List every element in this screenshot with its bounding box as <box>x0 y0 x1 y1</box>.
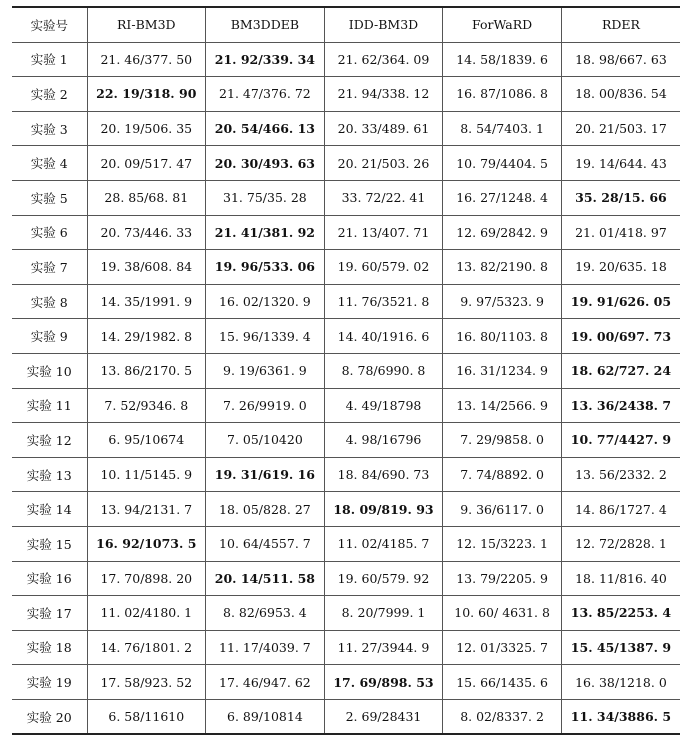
table-row <box>12 665 680 700</box>
row-label: 实验 9 <box>12 319 87 354</box>
table-row <box>12 77 680 112</box>
row-label: 实验 19 <box>12 665 87 700</box>
value-cell: 20. 33/489. 61 <box>324 111 443 146</box>
table-row <box>12 180 680 215</box>
row-label: 实验 12 <box>12 423 87 458</box>
value-cell: 11. 76/3521. 8 <box>324 284 443 319</box>
value-cell: 21. 13/407. 71 <box>324 215 443 250</box>
value-cell: 16. 31/1234. 9 <box>443 353 562 388</box>
value-cell: 20. 54/466. 13 <box>206 111 325 146</box>
value-cell: 19. 60/579. 02 <box>324 250 443 285</box>
value-cell: 6. 89/10814 <box>206 699 325 734</box>
value-cell: 19. 38/608. 84 <box>87 250 206 285</box>
value-cell: 17. 70/898. 20 <box>87 561 206 596</box>
table-row <box>12 284 680 319</box>
row-label: 实验 6 <box>12 215 87 250</box>
row-label: 实验 17 <box>12 596 87 631</box>
value-cell: 10. 77/4427. 9 <box>561 423 680 458</box>
value-cell: 22. 19/318. 90 <box>87 77 206 112</box>
value-cell: 17. 46/947. 62 <box>206 665 325 700</box>
value-cell: 10. 79/4404. 5 <box>443 146 562 181</box>
value-cell: 14. 40/1916. 6 <box>324 319 443 354</box>
value-cell: 7. 74/8892. 0 <box>443 457 562 492</box>
row-label: 实验 13 <box>12 457 87 492</box>
row-label: 实验 15 <box>12 526 87 561</box>
table-row <box>12 596 680 631</box>
row-label: 实验 4 <box>12 146 87 181</box>
header-row <box>12 7 680 42</box>
value-cell: 14. 35/1991. 9 <box>87 284 206 319</box>
value-cell: 16. 02/1320. 9 <box>206 284 325 319</box>
row-label: 实验 14 <box>12 492 87 527</box>
value-cell: 20. 30/493. 63 <box>206 146 325 181</box>
table-row <box>12 250 680 285</box>
value-cell: 31. 75/35. 28 <box>206 180 325 215</box>
table-row <box>12 526 680 561</box>
value-cell: 14. 58/1839. 6 <box>443 42 562 77</box>
value-cell: 19. 96/533. 06 <box>206 250 325 285</box>
value-cell: 20. 21/503. 26 <box>324 146 443 181</box>
value-cell: 9. 36/6117. 0 <box>443 492 562 527</box>
value-cell: 7. 05/10420 <box>206 423 325 458</box>
value-cell: 21. 62/364. 09 <box>324 42 443 77</box>
table-row <box>12 111 680 146</box>
header-cell-bm3ddeb: BM3DDEB <box>206 7 325 42</box>
value-cell: 20. 14/511. 58 <box>206 561 325 596</box>
results-table <box>12 6 680 735</box>
value-cell: 15. 66/1435. 6 <box>443 665 562 700</box>
table-row <box>12 561 680 596</box>
value-cell: 19. 60/579. 92 <box>324 561 443 596</box>
value-cell: 13. 94/2131. 7 <box>87 492 206 527</box>
row-label: 实验 16 <box>12 561 87 596</box>
value-cell: 10. 60/ 4631. 8 <box>443 596 562 631</box>
value-cell: 10. 11/5145. 9 <box>87 457 206 492</box>
value-cell: 35. 28/15. 66 <box>561 180 680 215</box>
value-cell: 11. 17/4039. 7 <box>206 630 325 665</box>
value-cell: 18. 98/667. 63 <box>561 42 680 77</box>
value-cell: 28. 85/68. 81 <box>87 180 206 215</box>
header-cell-forward: ForWaRD <box>443 7 562 42</box>
value-cell: 16. 38/1218. 0 <box>561 665 680 700</box>
value-cell: 19. 91/626. 05 <box>561 284 680 319</box>
value-cell: 12. 69/2842. 9 <box>443 215 562 250</box>
value-cell: 20. 09/517. 47 <box>87 146 206 181</box>
table-row <box>12 699 680 734</box>
header-cell-idd-bm3d: IDD-BM3D <box>324 7 443 42</box>
value-cell: 4. 98/16796 <box>324 423 443 458</box>
value-cell: 17. 58/923. 52 <box>87 665 206 700</box>
value-cell: 2. 69/28431 <box>324 699 443 734</box>
value-cell: 7. 52/9346. 8 <box>87 388 206 423</box>
header-cell-ri-bm3d: RI-BM3D <box>87 7 206 42</box>
value-cell: 13. 82/2190. 8 <box>443 250 562 285</box>
value-cell: 7. 29/9858. 0 <box>443 423 562 458</box>
value-cell: 6. 58/11610 <box>87 699 206 734</box>
value-cell: 9. 19/6361. 9 <box>206 353 325 388</box>
value-cell: 19. 31/619. 16 <box>206 457 325 492</box>
value-cell: 19. 20/635. 18 <box>561 250 680 285</box>
header-cell-experiment: 实验号 <box>12 7 87 42</box>
value-cell: 15. 45/1387. 9 <box>561 630 680 665</box>
table-body <box>12 42 680 734</box>
value-cell: 18. 05/828. 27 <box>206 492 325 527</box>
row-label: 实验 3 <box>12 111 87 146</box>
value-cell: 14. 76/1801. 2 <box>87 630 206 665</box>
value-cell: 11. 27/3944. 9 <box>324 630 443 665</box>
value-cell: 11. 02/4180. 1 <box>87 596 206 631</box>
row-label: 实验 5 <box>12 180 87 215</box>
value-cell: 8. 78/6990. 8 <box>324 353 443 388</box>
value-cell: 21. 94/338. 12 <box>324 77 443 112</box>
header-cell-rder: RDER <box>561 7 680 42</box>
value-cell: 12. 01/3325. 7 <box>443 630 562 665</box>
value-cell: 21. 92/339. 34 <box>206 42 325 77</box>
value-cell: 8. 54/7403. 1 <box>443 111 562 146</box>
value-cell: 18. 09/819. 93 <box>324 492 443 527</box>
table-row <box>12 42 680 77</box>
row-label: 实验 1 <box>12 42 87 77</box>
value-cell: 13. 85/2253. 4 <box>561 596 680 631</box>
table-row <box>12 319 680 354</box>
value-cell: 7. 26/9919. 0 <box>206 388 325 423</box>
value-cell: 13. 56/2332. 2 <box>561 457 680 492</box>
row-label: 实验 18 <box>12 630 87 665</box>
value-cell: 8. 02/8337. 2 <box>443 699 562 734</box>
value-cell: 18. 84/690. 73 <box>324 457 443 492</box>
table-row <box>12 492 680 527</box>
value-cell: 17. 69/898. 53 <box>324 665 443 700</box>
value-cell: 13. 79/2205. 9 <box>443 561 562 596</box>
value-cell: 13. 14/2566. 9 <box>443 388 562 423</box>
value-cell: 20. 19/506. 35 <box>87 111 206 146</box>
value-cell: 12. 72/2828. 1 <box>561 526 680 561</box>
row-label: 实验 7 <box>12 250 87 285</box>
value-cell: 18. 62/727. 24 <box>561 353 680 388</box>
value-cell: 21. 41/381. 92 <box>206 215 325 250</box>
value-cell: 19. 00/697. 73 <box>561 319 680 354</box>
value-cell: 14. 86/1727. 4 <box>561 492 680 527</box>
value-cell: 12. 15/3223. 1 <box>443 526 562 561</box>
row-label: 实验 20 <box>12 699 87 734</box>
value-cell: 10. 64/4557. 7 <box>206 526 325 561</box>
value-cell: 21. 46/377. 50 <box>87 42 206 77</box>
value-cell: 11. 34/3886. 5 <box>561 699 680 734</box>
value-cell: 9. 97/5323. 9 <box>443 284 562 319</box>
value-cell: 8. 20/7999. 1 <box>324 596 443 631</box>
table-row <box>12 630 680 665</box>
value-cell: 18. 11/816. 40 <box>561 561 680 596</box>
value-cell: 33. 72/22. 41 <box>324 180 443 215</box>
table-row <box>12 146 680 181</box>
value-cell: 13. 36/2438. 7 <box>561 388 680 423</box>
value-cell: 15. 96/1339. 4 <box>206 319 325 354</box>
value-cell: 8. 82/6953. 4 <box>206 596 325 631</box>
table-row <box>12 388 680 423</box>
row-label: 实验 11 <box>12 388 87 423</box>
table-row <box>12 457 680 492</box>
row-label: 实验 10 <box>12 353 87 388</box>
value-cell: 20. 21/503. 17 <box>561 111 680 146</box>
value-cell: 21. 47/376. 72 <box>206 77 325 112</box>
value-cell: 11. 02/4185. 7 <box>324 526 443 561</box>
value-cell: 14. 29/1982. 8 <box>87 319 206 354</box>
value-cell: 21. 01/418. 97 <box>561 215 680 250</box>
value-cell: 16. 80/1103. 8 <box>443 319 562 354</box>
row-label: 实验 2 <box>12 77 87 112</box>
value-cell: 20. 73/446. 33 <box>87 215 206 250</box>
table-row <box>12 215 680 250</box>
value-cell: 16. 87/1086. 8 <box>443 77 562 112</box>
value-cell: 4. 49/18798 <box>324 388 443 423</box>
value-cell: 13. 86/2170. 5 <box>87 353 206 388</box>
table-row <box>12 353 680 388</box>
table-row <box>12 423 680 458</box>
value-cell: 18. 00/836. 54 <box>561 77 680 112</box>
value-cell: 19. 14/644. 43 <box>561 146 680 181</box>
row-label: 实验 8 <box>12 284 87 319</box>
value-cell: 16. 92/1073. 5 <box>87 526 206 561</box>
value-cell: 6. 95/10674 <box>87 423 206 458</box>
value-cell: 16. 27/1248. 4 <box>443 180 562 215</box>
